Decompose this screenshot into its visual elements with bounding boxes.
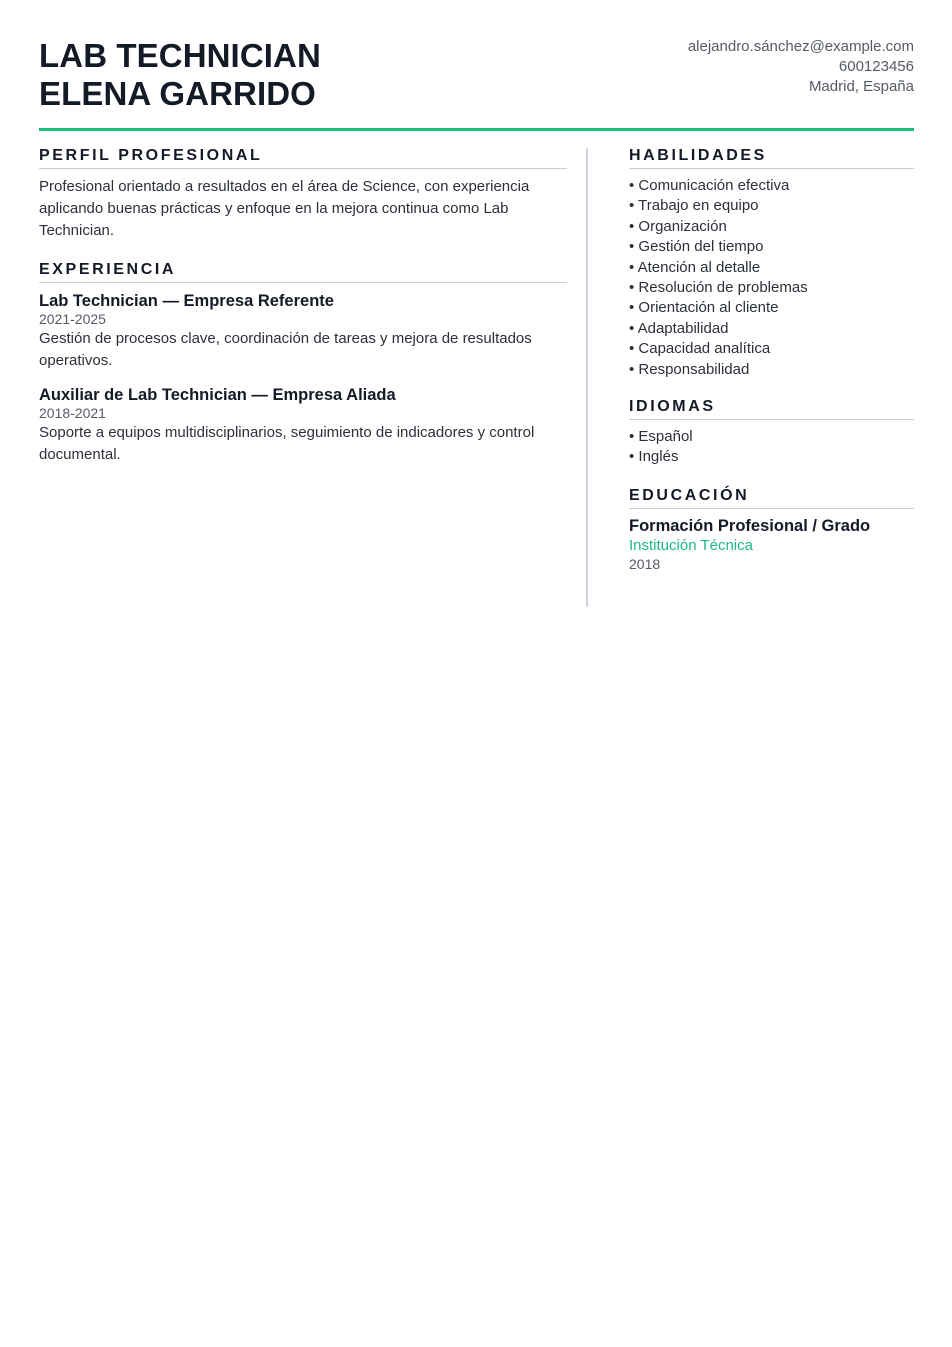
education-year: 2018 xyxy=(629,555,661,572)
contact-block xyxy=(688,37,914,97)
right-column xyxy=(629,147,914,574)
skill-item: • Orientación al cliente xyxy=(629,299,779,317)
languages-list xyxy=(629,427,914,468)
resume-page xyxy=(39,0,914,572)
resume-header xyxy=(39,0,914,130)
job-title-heading: LAB TECHNICIAN xyxy=(39,37,321,74)
candidate-name: ELENA GARRIDO xyxy=(39,75,316,112)
language-item: • Español xyxy=(629,428,693,446)
skill-item: • Responsabilidad xyxy=(629,360,750,378)
skills-list xyxy=(629,176,914,380)
languages-heading: IDIOMAS xyxy=(629,398,914,420)
job-entry-dates: 2018-2021 xyxy=(39,405,106,421)
job-entry-title: Auxiliar de Lab Technician — Empresa Aliada xyxy=(39,386,396,404)
job-entry-description: Gestión de procesos clave, coordinación de tareas y mejora de resultados operativos. xyxy=(39,330,532,369)
skill-item: • Atención al detalle xyxy=(629,258,761,276)
language-item: • Inglés xyxy=(629,448,679,466)
education-heading: EDUCACIÓN xyxy=(629,487,914,509)
skill-item: • Gestión del tiempo xyxy=(629,238,764,256)
experience-section xyxy=(39,261,567,466)
job-entry xyxy=(39,385,567,466)
contact-phone[interactable]: 600123456 xyxy=(838,58,914,75)
skill-item: • Adaptabilidad xyxy=(629,319,729,337)
education-institution: Institución Técnica xyxy=(629,536,753,554)
profile-section xyxy=(39,147,567,242)
job-entry-description: Soporte a equipos multidisciplinarios, seguimiento de indicadores y control documental. xyxy=(39,424,535,463)
header-accent-rule xyxy=(39,128,914,131)
languages-section xyxy=(629,398,914,468)
skill-item: • Comunicación efectiva xyxy=(629,177,790,194)
title-block xyxy=(39,37,321,113)
education-section xyxy=(629,487,914,574)
contact-email[interactable]: alejandro.sánchez@example.com xyxy=(687,38,914,55)
job-entry xyxy=(39,291,567,372)
education-degree: Formación Profesional / Grado xyxy=(629,516,871,535)
experience-heading: EXPERIENCIA xyxy=(39,261,567,283)
skill-item: • Trabajo en equipo xyxy=(629,197,759,215)
contact-location: Madrid, España xyxy=(808,78,914,95)
skills-section xyxy=(629,147,914,380)
profile-heading: PERFIL PROFESIONAL xyxy=(39,147,567,169)
skills-heading: HABILIDADES xyxy=(629,147,914,169)
skill-item: • Capacidad analítica xyxy=(629,340,771,358)
job-entry-dates: 2021-2025 xyxy=(39,311,106,327)
skill-item: • Organización xyxy=(629,217,727,235)
profile-summary: Profesional orientado a resultados en el área de Science, con experiencia aplicando buenas prácticas y enfoque en la mejora continua como Lab Technician. xyxy=(39,178,530,239)
job-entry-title: Lab Technician — Empresa Referente xyxy=(39,292,334,310)
skill-item: • Resolución de problemas xyxy=(629,279,808,297)
column-divider xyxy=(586,148,588,607)
left-column xyxy=(39,147,567,466)
